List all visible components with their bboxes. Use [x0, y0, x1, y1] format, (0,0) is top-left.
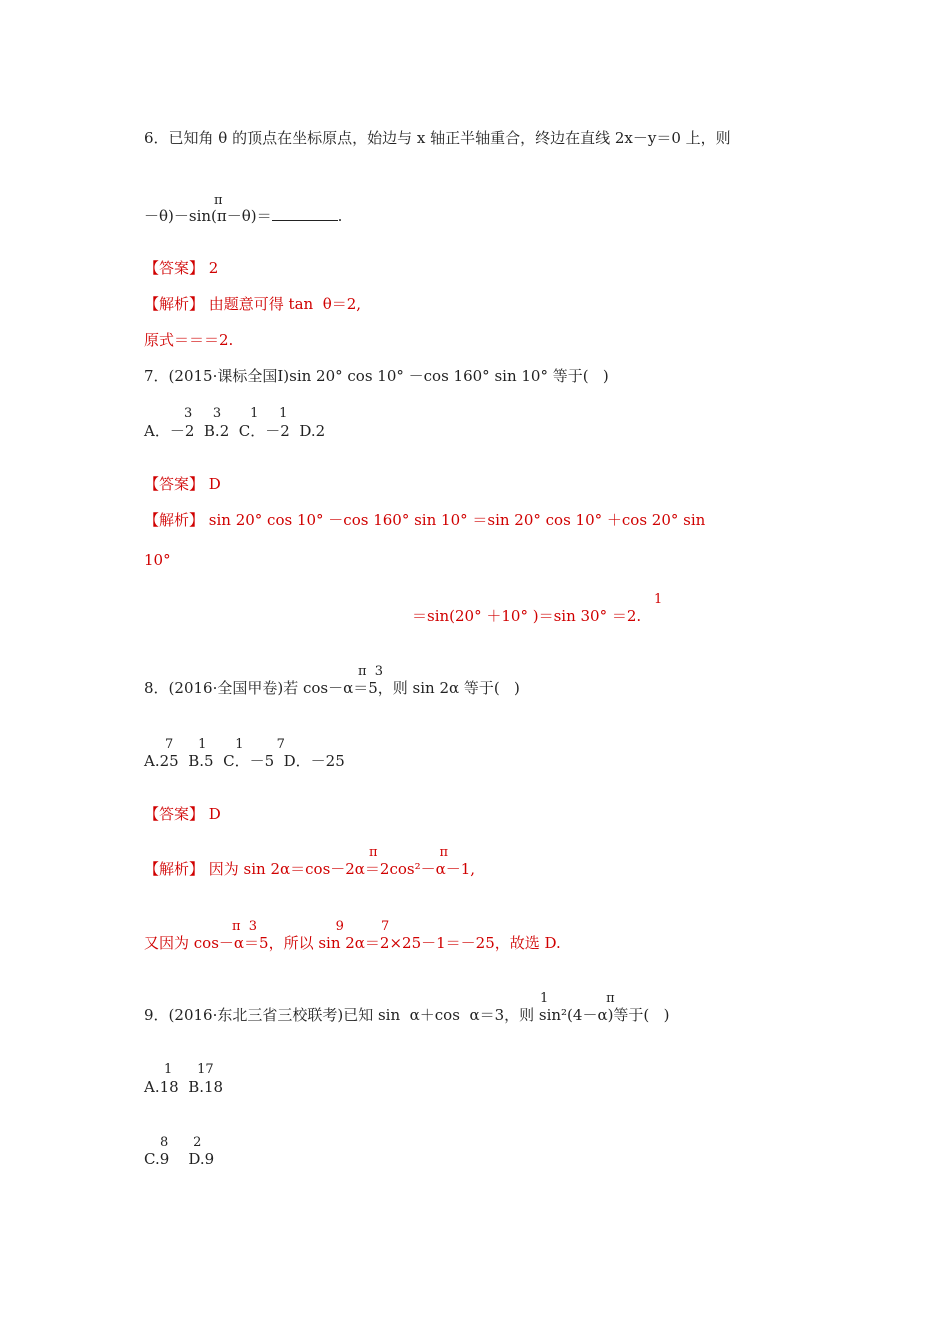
q8-options-numerators: 7 1 1 7	[165, 737, 285, 752]
q8-line2-numerators: π 3 9 7	[232, 919, 390, 934]
q6-result: 原式＝＝＝2.	[144, 331, 234, 349]
q8-analysis: 【解析】 因为 sin 2α＝cos－2α＝2cos²－α－1,	[144, 860, 476, 878]
q6-stem: 6．已知角 θ 的顶点在坐标原点，始边与 x 轴正半轴重合，终边在直线 2x－y＝0 上，则	[144, 129, 731, 147]
q9-options2-numerators: 8 2	[160, 1135, 202, 1150]
q6-expression-text: －θ)－sin(π－θ)＝	[144, 207, 272, 225]
q6-expression	[144, 206, 342, 226]
q9-stem: 9．(2016·东北三省三校联考)已知 sin α＋cos α＝3，则 sin²(4－α)等于( )	[144, 1006, 670, 1024]
q7-equation: ＝sin(20° ＋10° )＝sin 30° ＝2.	[412, 607, 642, 625]
q8-numerators: π 3	[358, 664, 384, 679]
q9-numerators: 1 π	[540, 991, 615, 1006]
q7-analysis: 【解析】 sin 20° cos 10° －cos 160° sin 10° ＝sin 20° cos 10° ＋cos 20° sin	[144, 511, 706, 529]
q8-stem: 8．(2016·全国甲卷)若 cos－α＝5，则 sin 2α 等于( )	[144, 679, 520, 697]
q6-answer: 【答案】 2	[144, 259, 219, 277]
q6-expression-end: .	[337, 207, 343, 225]
q8-analysis-numerators: π π	[369, 845, 449, 860]
q7-options-numerators: 3 3 1 1	[184, 406, 288, 421]
q7-answer: 【答案】 D	[144, 475, 221, 493]
q8-answer: 【答案】 D	[144, 805, 221, 823]
q7-stem: 7．(2015·课标全国Ⅰ)sin 20° cos 10° －cos 160° sin 10° 等于( )	[144, 367, 609, 385]
q6-pi-fraction: π	[214, 193, 223, 208]
q9-options1-numerators: 1 17	[164, 1062, 214, 1077]
q7-analysis-cont: 10°	[144, 551, 171, 569]
q8-options: A.25 B.5 C．－5 D．－25	[144, 752, 345, 770]
q6-answer-blank[interactable]	[272, 206, 338, 221]
q6-analysis: 【解析】 由题意可得 tan θ＝2,	[144, 295, 362, 313]
q8-line2: 又因为 cos－α＝5，所以 sin 2α＝2×25－1＝－25，故选 D.	[144, 934, 561, 952]
q7-options: A．－2 B.2 C．－2 D.2	[144, 422, 326, 440]
q7-eq-numerator: 1	[654, 592, 663, 607]
q9-options-row2: C.9 D.9	[144, 1150, 215, 1168]
q9-options-row1: A.18 B.18	[144, 1078, 224, 1096]
